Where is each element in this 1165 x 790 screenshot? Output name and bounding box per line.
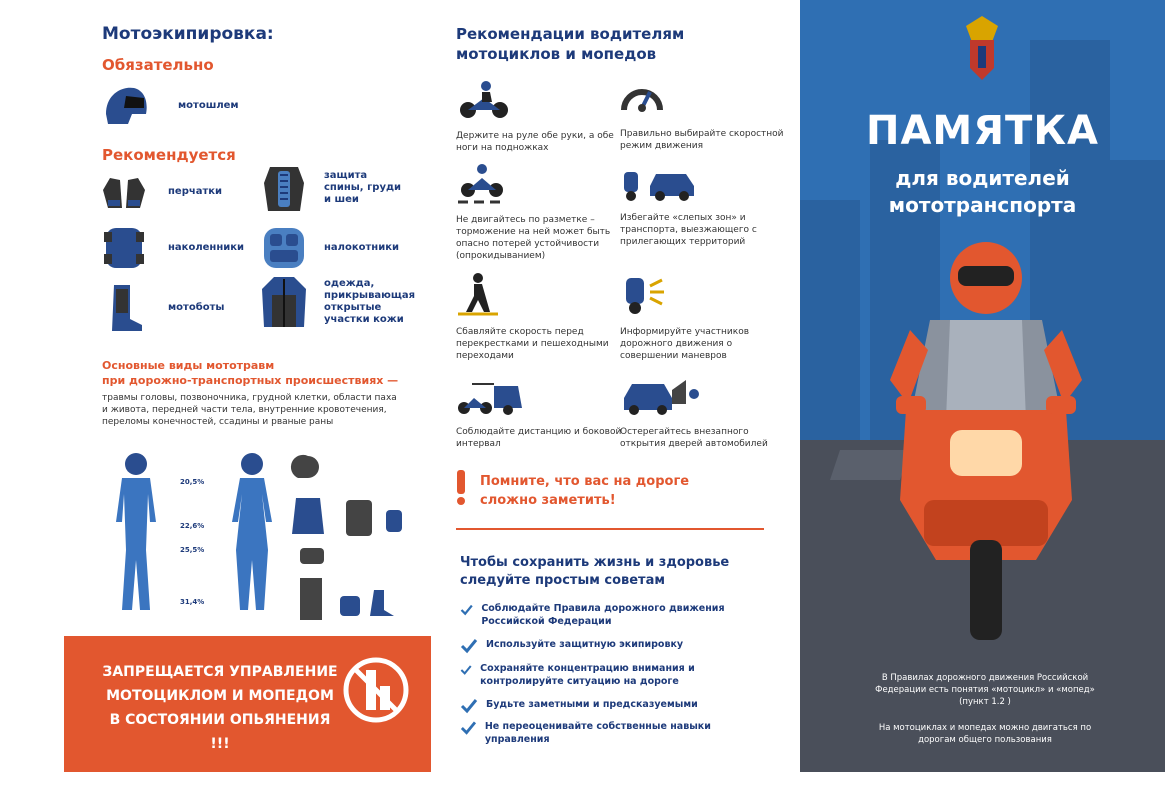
knee-pads-icon xyxy=(100,224,148,272)
recommended-item-label: перчатки xyxy=(168,186,223,197)
mandatory-item-label: мотошлем xyxy=(178,100,239,111)
warning-line2: сложно заметить! xyxy=(480,493,616,508)
recommendation-item xyxy=(620,272,790,362)
equipment-title: Мотоэкипировка: xyxy=(102,24,274,44)
injury-figures-illustration xyxy=(102,450,422,620)
advice-text: Соблюдайте Правила дорожного движения Российской Федерации xyxy=(481,603,725,627)
injury-stat-3: 25,5% xyxy=(180,546,205,554)
advice-item xyxy=(460,698,760,714)
injuries-text: травмы головы, позвоночника, грудной клетки, области паха и живота, передней части тела, внутренние кровотечения, переломы конечностей, ссадины и рваные раны xyxy=(102,393,397,427)
check-icon xyxy=(460,638,478,654)
recommendation-text: Держите на руле обе руки, а обе ноги на подножках xyxy=(456,131,614,153)
advice-title xyxy=(460,554,729,590)
recommendations-column xyxy=(448,18,784,773)
police-emblem-icon xyxy=(962,12,1002,88)
advice-text: Сохраняйте концентрацию внимания и контролируйте ситуацию на дороге xyxy=(480,663,695,687)
injuries-title-line1: Основные виды мототравм xyxy=(102,359,275,372)
warning-line1: Помните, что вас на дороге xyxy=(480,474,690,489)
injuries-title-line2: при дорожно-транспортных происшествиях — xyxy=(102,374,399,387)
moto-boots-icon xyxy=(100,284,148,332)
helmet-icon xyxy=(102,82,150,130)
recommended-item-knee-pads xyxy=(100,224,248,272)
injuries-title xyxy=(102,358,398,388)
speedometer-icon xyxy=(620,78,664,118)
cover-subtitle xyxy=(800,165,1165,219)
advice-item xyxy=(460,638,760,654)
advice-item xyxy=(460,720,760,746)
recommendation-text: Сбавляйте скорость перед перекрестками и пешеходными переходами xyxy=(456,327,609,361)
mandatory-title: Обязательно xyxy=(102,56,214,74)
car-door-icon xyxy=(620,374,702,416)
recommendation-text: Информируйте участников дорожного движения о совершении маневров xyxy=(620,327,750,361)
recommended-item-back-protector xyxy=(260,164,402,212)
advice-item xyxy=(460,602,760,628)
recommendation-item xyxy=(456,80,626,154)
road-marking-icon xyxy=(456,164,510,204)
advice-item xyxy=(460,662,760,688)
cover-subtitle-line1: для водителей xyxy=(895,166,1070,190)
pedestrian-icon xyxy=(456,272,500,316)
recommendation-text: Не двигайтесь по разметке – торможение на ней может быть опасно потерей устойчивости (опрокидыванием) xyxy=(456,215,611,261)
recommendations-title-line1: Рекомендации водителям xyxy=(456,25,685,43)
advice-title-line1: Чтобы сохранить жизнь и здоровье xyxy=(460,555,730,570)
recommendation-item xyxy=(456,378,626,450)
motorcyclist-icon xyxy=(456,80,510,120)
recommended-item-label: налокотники xyxy=(324,242,400,253)
no-alcohol-icon xyxy=(342,656,410,728)
jacket-icon xyxy=(260,278,308,326)
recommendation-item xyxy=(620,166,790,248)
recommended-item-label: наколенники xyxy=(168,242,245,253)
recommendation-text: Избегайте «слепых зон» и транспорта, выезжающего с прилегающих территорий xyxy=(620,213,757,247)
divider xyxy=(456,528,764,530)
back-protector-icon xyxy=(260,164,308,212)
recommended-item-jacket xyxy=(260,278,416,326)
advice-text: Не переоценивайте собственные навыки управления xyxy=(484,721,711,745)
gloves-icon xyxy=(100,168,148,216)
check-icon xyxy=(460,602,473,618)
check-icon xyxy=(460,698,478,714)
warning-text xyxy=(480,472,689,510)
recommendation-text: Остерегайтесь внезапного открытия дверей автомобилей xyxy=(620,427,768,449)
warning-icon xyxy=(454,470,468,510)
advice-text: Используйте защитную экипировку xyxy=(486,639,684,650)
advice-title-line2: следуйте простым советам xyxy=(460,573,665,588)
recommended-item-elbow-pads xyxy=(260,224,402,272)
recommendation-text: Правильно выбирайте скоростной режим движения xyxy=(620,129,784,151)
cover-note-2: На мотоциклах и мопедах можно двигаться по дорогам общего пользования xyxy=(878,723,1092,745)
turn-signal-icon xyxy=(620,272,670,316)
recommended-item-gloves xyxy=(100,168,248,216)
recommendation-item xyxy=(620,374,790,450)
injury-stat-4: 31,4% xyxy=(180,598,205,606)
recommendations-title xyxy=(456,24,684,64)
check-icon xyxy=(460,720,477,736)
cover-panel xyxy=(800,0,1165,772)
recommended-title: Рекомендуется xyxy=(102,146,236,164)
recommendation-item xyxy=(620,78,790,152)
recommendation-item xyxy=(456,272,626,362)
cover-subtitle-line2: мототранспорта xyxy=(888,193,1077,217)
recommendations-title-line2: мотоциклов и мопедов xyxy=(456,45,657,63)
ban-text: ЗАПРЕЩАЕТСЯ УПРАВЛЕНИЕ МОТОЦИКЛОМ И МОПЕДОМ В СОСТОЯНИИ ОПЬЯНЕНИЯ !!! xyxy=(102,664,338,752)
drunk-driving-ban xyxy=(64,636,431,772)
recommendation-text: Соблюдайте дистанцию и боковой интервал xyxy=(456,427,622,449)
advice-text: Будьте заметными и предсказуемыми xyxy=(486,699,698,710)
recommendation-item xyxy=(456,164,626,262)
recommended-item-boots xyxy=(100,284,248,332)
injury-stat-2: 22,6% xyxy=(180,522,205,530)
recommended-item-label: защита спины, груди и шеи xyxy=(324,170,402,205)
cover-note-1: В Правилах дорожного движения Российской Федерации есть понятия «мотоцикл» и «мопед» (пункт 1.2 ) xyxy=(875,673,1095,707)
check-icon xyxy=(460,662,472,678)
elbow-pads-icon xyxy=(260,224,308,272)
recommended-item-label: одежда, прикрывающая открытые участки кожи xyxy=(324,278,416,325)
cover-title: ПАМЯТКА xyxy=(866,108,1099,154)
distance-icon xyxy=(456,378,526,416)
blind-zone-icon xyxy=(620,166,700,202)
recommended-item-label: мотоботы xyxy=(168,302,225,313)
injury-figures xyxy=(102,450,422,620)
injury-stat-1: 20,5% xyxy=(180,478,205,486)
mandatory-item-helmet xyxy=(102,82,239,130)
